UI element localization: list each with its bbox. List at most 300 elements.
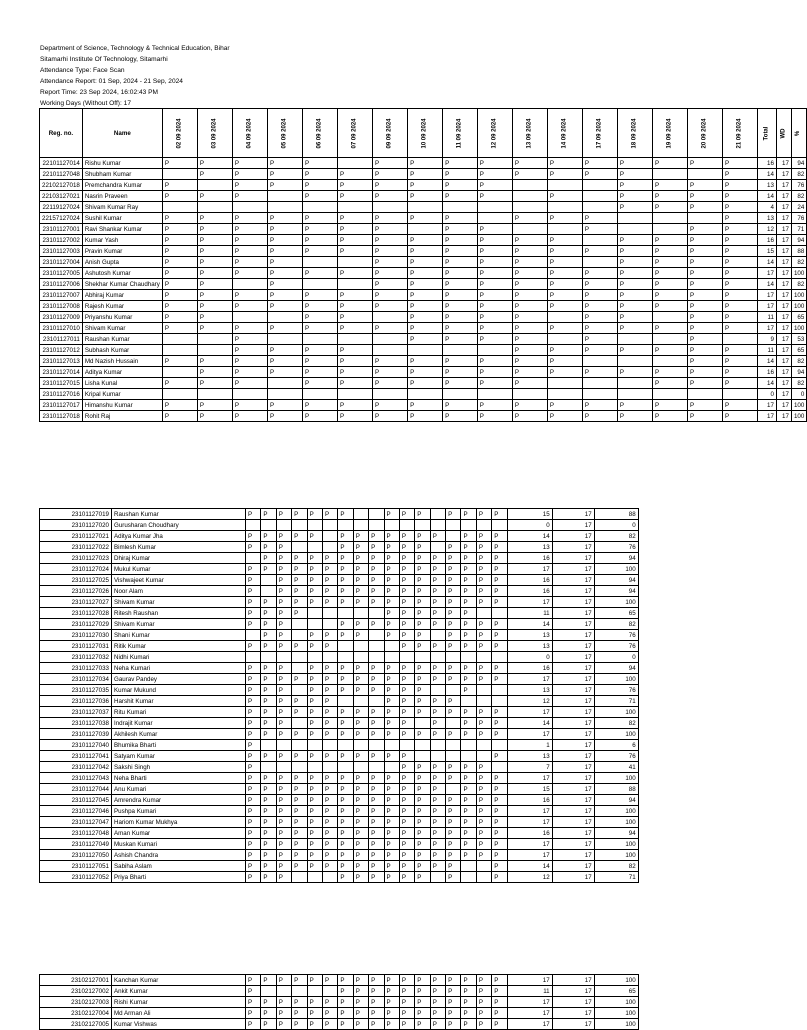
attendance-mark-cell: P: [476, 674, 491, 685]
attendance-mark-cell: [547, 202, 582, 213]
total-cell: 17: [507, 850, 552, 861]
attendance-mark-cell: P: [461, 806, 476, 817]
wd-cell: 17: [776, 235, 791, 246]
attendance-mark-cell: P: [512, 246, 547, 257]
attendance-mark-cell: P: [302, 400, 337, 411]
reg-no-cell: 23101127021: [40, 531, 112, 542]
attendance-mark-cell: [338, 257, 373, 268]
attendance-mark-cell: P: [492, 806, 507, 817]
attendance-mark-cell: P: [338, 575, 353, 586]
attendance-mark-cell: P: [652, 158, 687, 169]
attendance-mark-cell: P: [652, 257, 687, 268]
attendance-mark-cell: P: [338, 345, 373, 356]
table-row: [40, 663, 639, 674]
attendance-mark-cell: P: [261, 773, 276, 784]
attendance-mark-cell: P: [197, 213, 232, 224]
attendance-mark-cell: [322, 652, 337, 663]
attendance-mark-cell: P: [652, 378, 687, 389]
student-name-cell: Himanshu Kumar: [82, 400, 162, 411]
attendance-mark-cell: [292, 663, 307, 674]
attendance-mark-cell: P: [446, 1008, 461, 1019]
wd-cell: 17: [552, 784, 594, 795]
reg-no-cell: 23101127052: [40, 872, 112, 883]
attendance-mark-cell: P: [384, 784, 399, 795]
attendance-mark-cell: P: [338, 784, 353, 795]
attendance-mark-cell: [322, 520, 337, 531]
attendance-mark-cell: P: [415, 597, 430, 608]
attendance-mark-cell: P: [723, 213, 758, 224]
attendance-mark-cell: P: [443, 191, 478, 202]
attendance-mark-cell: P: [246, 817, 261, 828]
attendance-mark-cell: P: [276, 509, 291, 520]
attendance-mark-cell: P: [446, 850, 461, 861]
attendance-mark-cell: P: [307, 575, 322, 586]
attendance-mark-cell: P: [276, 718, 291, 729]
student-name-cell: Aditya Kumar Jha: [112, 531, 246, 542]
attendance-mark-cell: P: [232, 191, 267, 202]
wd-cell: 17: [776, 257, 791, 268]
attendance-mark-cell: P: [302, 312, 337, 323]
attendance-mark-cell: P: [261, 839, 276, 850]
attendance-mark-cell: P: [267, 235, 302, 246]
attendance-mark-cell: [338, 641, 353, 652]
attendance-mark-cell: P: [232, 400, 267, 411]
attendance-mark-cell: P: [492, 509, 507, 520]
attendance-mark-cell: P: [369, 707, 384, 718]
attendance-mark-cell: P: [399, 729, 414, 740]
reg-no-cell: 23101127023: [40, 553, 112, 564]
table-row: [40, 279, 807, 290]
attendance-mark-cell: P: [492, 784, 507, 795]
date-header-label: 13 09 2024: [526, 118, 533, 149]
attendance-mark-cell: P: [415, 619, 430, 630]
attendance-mark-cell: P: [276, 1019, 291, 1030]
attendance-mark-cell: P: [547, 367, 582, 378]
attendance-mark-cell: P: [723, 279, 758, 290]
attendance-mark-cell: P: [353, 685, 368, 696]
percent-cell: 100: [594, 975, 638, 986]
attendance-table-block-1: [39, 108, 807, 422]
wd-cell: 17: [776, 345, 791, 356]
attendance-mark-cell: [446, 652, 461, 663]
percent-cell: 100: [594, 674, 638, 685]
attendance-mark-cell: P: [307, 729, 322, 740]
attendance-mark-cell: P: [415, 861, 430, 872]
attendance-mark-cell: P: [197, 246, 232, 257]
attendance-mark-cell: P: [430, 674, 445, 685]
attendance-mark-cell: [292, 718, 307, 729]
total-cell: 13: [507, 641, 552, 652]
attendance-mark-cell: P: [369, 986, 384, 997]
attendance-mark-cell: P: [246, 806, 261, 817]
table-row: [40, 872, 639, 883]
attendance-mark-cell: P: [353, 850, 368, 861]
table-row: [40, 345, 807, 356]
attendance-mark-cell: P: [261, 509, 276, 520]
attendance-mark-cell: P: [399, 674, 414, 685]
attendance-mark-cell: P: [384, 707, 399, 718]
student-name-cell: Shani Kumar: [112, 630, 246, 641]
percent-cell: 100: [791, 400, 806, 411]
attendance-mark-cell: P: [322, 729, 337, 740]
attendance-mark-cell: [292, 542, 307, 553]
date-header: [162, 109, 197, 158]
attendance-mark-cell: P: [292, 509, 307, 520]
attendance-mark-cell: P: [446, 773, 461, 784]
attendance-mark-cell: P: [582, 290, 617, 301]
attendance-mark-cell: P: [292, 531, 307, 542]
attendance-mark-cell: P: [162, 235, 197, 246]
student-name-cell: Lisha Kunal: [82, 378, 162, 389]
attendance-mark-cell: [476, 520, 491, 531]
attendance-mark-cell: P: [162, 323, 197, 334]
wd-cell: 17: [552, 806, 594, 817]
attendance-mark-cell: P: [307, 806, 322, 817]
attendance-mark-cell: P: [492, 542, 507, 553]
attendance-mark-cell: [267, 312, 302, 323]
attendance-mark-cell: P: [408, 213, 443, 224]
total-cell: 16: [507, 795, 552, 806]
attendance-mark-cell: P: [373, 257, 408, 268]
total-cell: 13: [507, 542, 552, 553]
attendance-mark-cell: P: [373, 246, 408, 257]
student-name-cell: Rohit Raj: [82, 411, 162, 422]
attendance-mark-cell: P: [492, 773, 507, 784]
attendance-mark-cell: P: [307, 696, 322, 707]
percent-cell: 82: [791, 191, 806, 202]
wd-cell: 17: [776, 378, 791, 389]
attendance-mark-cell: P: [338, 861, 353, 872]
attendance-mark-cell: P: [246, 597, 261, 608]
attendance-mark-cell: P: [276, 641, 291, 652]
table-row: [40, 158, 807, 169]
attendance-mark-cell: P: [302, 235, 337, 246]
attendance-mark-cell: P: [415, 674, 430, 685]
reg-no-cell: 23101127050: [40, 850, 112, 861]
attendance-mark-cell: P: [476, 553, 491, 564]
student-name-cell: Anish Gupta: [82, 257, 162, 268]
attendance-mark-cell: [652, 389, 687, 400]
attendance-mark-cell: P: [461, 850, 476, 861]
attendance-mark-cell: P: [307, 531, 322, 542]
attendance-mark-cell: [232, 312, 267, 323]
attendance-mark-cell: P: [369, 828, 384, 839]
student-name-cell: Muskan Kumari: [112, 839, 246, 850]
attendance-mark-cell: P: [197, 235, 232, 246]
attendance-mark-cell: P: [443, 356, 478, 367]
table-row: [40, 1019, 639, 1030]
attendance-mark-cell: P: [430, 718, 445, 729]
attendance-mark-cell: P: [477, 400, 512, 411]
attendance-mark-cell: P: [302, 378, 337, 389]
attendance-mark-cell: P: [232, 301, 267, 312]
attendance-mark-cell: P: [338, 509, 353, 520]
attendance-mark-cell: P: [492, 564, 507, 575]
attendance-mark-cell: P: [399, 531, 414, 542]
table-row: [40, 630, 639, 641]
attendance-mark-cell: P: [512, 279, 547, 290]
percent-cell: 100: [594, 839, 638, 850]
attendance-mark-cell: P: [443, 235, 478, 246]
attendance-mark-cell: P: [547, 268, 582, 279]
attendance-mark-cell: P: [384, 828, 399, 839]
date-header: [617, 109, 652, 158]
attendance-mark-cell: [276, 986, 291, 997]
percent-cell: 100: [594, 997, 638, 1008]
attendance-mark-cell: P: [461, 553, 476, 564]
attendance-mark-cell: [307, 872, 322, 883]
attendance-mark-cell: P: [617, 400, 652, 411]
attendance-mark-cell: P: [261, 542, 276, 553]
attendance-mark-cell: P: [267, 290, 302, 301]
attendance-mark-cell: P: [477, 323, 512, 334]
percent-cell: 0: [594, 652, 638, 663]
percent-cell: 82: [791, 169, 806, 180]
student-name-cell: Vishwajeet Kumar: [112, 575, 246, 586]
attendance-mark-cell: P: [582, 312, 617, 323]
attendance-mark-cell: [338, 762, 353, 773]
attendance-mark-cell: [408, 202, 443, 213]
reg-no-cell: 23101127017: [40, 400, 83, 411]
attendance-mark-cell: [652, 224, 687, 235]
attendance-mark-cell: P: [338, 729, 353, 740]
attendance-mark-cell: P: [476, 718, 491, 729]
attendance-mark-cell: P: [276, 795, 291, 806]
percent-cell: 65: [791, 312, 806, 323]
total-cell: 17: [507, 806, 552, 817]
reg-no-cell: 23101127040: [40, 740, 112, 751]
attendance-mark-cell: P: [292, 575, 307, 586]
reg-no-cell: 23101127019: [40, 509, 112, 520]
attendance-mark-cell: P: [492, 1008, 507, 1019]
attendance-mark-cell: [162, 345, 197, 356]
attendance-mark-cell: [369, 652, 384, 663]
total-cell: 0: [507, 652, 552, 663]
reg-no-cell: 23101127013: [40, 356, 83, 367]
attendance-mark-cell: P: [338, 850, 353, 861]
total-cell: 11: [758, 312, 777, 323]
attendance-mark-cell: P: [373, 400, 408, 411]
attendance-mark-cell: P: [369, 839, 384, 850]
attendance-mark-cell: [373, 312, 408, 323]
attendance-mark-cell: P: [399, 828, 414, 839]
reg-no-cell: 23101127002: [40, 235, 83, 246]
total-cell: 14: [507, 861, 552, 872]
attendance-mark-cell: P: [292, 784, 307, 795]
attendance-table: [39, 108, 807, 422]
attendance-mark-cell: P: [353, 806, 368, 817]
attendance-mark-cell: [415, 740, 430, 751]
attendance-mark-cell: [307, 542, 322, 553]
attendance-mark-cell: P: [353, 729, 368, 740]
percent-cell: 100: [594, 1008, 638, 1019]
attendance-mark-cell: [582, 235, 617, 246]
attendance-mark-cell: P: [292, 806, 307, 817]
attendance-mark-cell: [430, 630, 445, 641]
attendance-mark-cell: [547, 312, 582, 323]
attendance-mark-cell: [276, 762, 291, 773]
total-cell: 17: [507, 839, 552, 850]
attendance-mark-cell: P: [267, 213, 302, 224]
attendance-mark-cell: P: [443, 180, 478, 191]
table-row: [40, 334, 807, 345]
attendance-mark-cell: [353, 641, 368, 652]
attendance-mark-cell: P: [322, 630, 337, 641]
attendance-table-block-3: [39, 974, 639, 1030]
date-header: [512, 109, 547, 158]
attendance-mark-cell: [261, 762, 276, 773]
attendance-mark-cell: P: [477, 334, 512, 345]
attendance-mark-cell: P: [443, 213, 478, 224]
attendance-mark-cell: [322, 531, 337, 542]
attendance-mark-cell: P: [246, 751, 261, 762]
student-name-cell: Dhiraj Kumar: [112, 553, 246, 564]
attendance-mark-cell: P: [307, 641, 322, 652]
attendance-mark-cell: P: [338, 707, 353, 718]
wd-cell: 17: [552, 641, 594, 652]
attendance-mark-cell: P: [307, 751, 322, 762]
attendance-mark-cell: P: [430, 861, 445, 872]
attendance-mark-cell: [353, 740, 368, 751]
attendance-mark-cell: [232, 389, 267, 400]
attendance-mark-cell: P: [369, 806, 384, 817]
percent-cell: 53: [791, 334, 806, 345]
attendance-mark-cell: P: [415, 586, 430, 597]
attendance-mark-cell: P: [476, 1019, 491, 1030]
attendance-mark-cell: P: [246, 850, 261, 861]
total-cell: 17: [758, 323, 777, 334]
attendance-mark-cell: P: [384, 997, 399, 1008]
attendance-mark-cell: P: [232, 224, 267, 235]
attendance-mark-cell: [292, 630, 307, 641]
attendance-mark-cell: P: [232, 169, 267, 180]
attendance-mark-cell: [446, 520, 461, 531]
wd-cell: 17: [552, 795, 594, 806]
attendance-mark-cell: P: [322, 1008, 337, 1019]
attendance-mark-cell: P: [338, 597, 353, 608]
attendance-mark-cell: P: [415, 630, 430, 641]
attendance-mark-cell: P: [652, 235, 687, 246]
student-name-cell: Shekhar Kumar Chaudhary: [82, 279, 162, 290]
attendance-mark-cell: P: [617, 191, 652, 202]
attendance-table-block-2: [39, 508, 639, 883]
attendance-mark-cell: P: [307, 663, 322, 674]
attendance-mark-cell: P: [373, 356, 408, 367]
attendance-mark-cell: P: [246, 828, 261, 839]
attendance-mark-cell: P: [353, 1008, 368, 1019]
student-name-cell: Raushan Kumar: [112, 509, 246, 520]
student-name-cell: Akhilesh Kumar: [112, 729, 246, 740]
wd-cell: 17: [776, 290, 791, 301]
attendance-mark-cell: P: [162, 268, 197, 279]
wd-cell: 17: [552, 674, 594, 685]
attendance-mark-cell: P: [353, 872, 368, 883]
attendance-mark-cell: P: [162, 191, 197, 202]
attendance-mark-cell: [246, 630, 261, 641]
attendance-mark-cell: P: [353, 586, 368, 597]
attendance-mark-cell: P: [446, 542, 461, 553]
reg-no-cell: 23101127030: [40, 630, 112, 641]
attendance-mark-cell: [353, 509, 368, 520]
total-cell: 17: [507, 1019, 552, 1030]
percent-cell: 100: [594, 850, 638, 861]
attendance-mark-cell: P: [723, 180, 758, 191]
wd-cell: 17: [776, 224, 791, 235]
student-name-cell: Pushpa Kumari: [112, 806, 246, 817]
student-name-cell: Anu Kumari: [112, 784, 246, 795]
attendance-mark-cell: P: [307, 975, 322, 986]
attendance-mark-cell: P: [476, 839, 491, 850]
attendance-mark-cell: P: [353, 817, 368, 828]
attendance-mark-cell: P: [322, 586, 337, 597]
attendance-mark-cell: P: [338, 268, 373, 279]
attendance-mark-cell: P: [399, 663, 414, 674]
table-row: [40, 729, 639, 740]
wd-header-label: WD: [780, 128, 787, 139]
attendance-mark-cell: P: [723, 191, 758, 202]
attendance-mark-cell: P: [408, 246, 443, 257]
name-header: Name: [82, 109, 162, 158]
attendance-mark-cell: P: [276, 586, 291, 597]
attendance-mark-cell: P: [476, 729, 491, 740]
attendance-mark-cell: [373, 202, 408, 213]
attendance-mark-cell: P: [492, 674, 507, 685]
attendance-mark-cell: P: [476, 1008, 491, 1019]
attendance-mark-cell: P: [292, 828, 307, 839]
attendance-mark-cell: P: [443, 224, 478, 235]
attendance-mark-cell: P: [617, 257, 652, 268]
attendance-mark-cell: P: [267, 224, 302, 235]
attendance-mark-cell: P: [369, 685, 384, 696]
attendance-mark-cell: [408, 345, 443, 356]
attendance-mark-cell: P: [582, 279, 617, 290]
attendance-mark-cell: P: [492, 1019, 507, 1030]
total-header: [758, 109, 777, 158]
attendance-mark-cell: P: [276, 608, 291, 619]
attendance-mark-cell: [322, 986, 337, 997]
attendance-mark-cell: P: [246, 839, 261, 850]
attendance-mark-cell: P: [246, 696, 261, 707]
attendance-mark-cell: P: [723, 224, 758, 235]
attendance-mark-cell: P: [430, 806, 445, 817]
total-cell: 15: [507, 784, 552, 795]
student-name-cell: Aditya Kumar: [82, 367, 162, 378]
attendance-mark-cell: P: [687, 235, 722, 246]
table-row: [40, 795, 639, 806]
attendance-mark-cell: P: [322, 828, 337, 839]
attendance-mark-cell: P: [338, 718, 353, 729]
attendance-mark-cell: P: [292, 751, 307, 762]
attendance-mark-cell: [430, 740, 445, 751]
attendance-mark-cell: [446, 784, 461, 795]
attendance-mark-cell: [443, 389, 478, 400]
attendance-mark-cell: P: [369, 817, 384, 828]
attendance-mark-cell: P: [399, 997, 414, 1008]
attendance-mark-cell: P: [232, 334, 267, 345]
table-row: [40, 575, 639, 586]
attendance-mark-cell: P: [162, 180, 197, 191]
attendance-mark-cell: P: [687, 356, 722, 367]
percent-cell: 82: [791, 356, 806, 367]
attendance-mark-cell: P: [338, 751, 353, 762]
attendance-mark-cell: P: [232, 411, 267, 422]
attendance-mark-cell: P: [430, 828, 445, 839]
attendance-mark-cell: P: [512, 323, 547, 334]
table-row: [40, 213, 807, 224]
attendance-mark-cell: P: [399, 784, 414, 795]
attendance-mark-cell: P: [415, 663, 430, 674]
attendance-mark-cell: P: [261, 784, 276, 795]
